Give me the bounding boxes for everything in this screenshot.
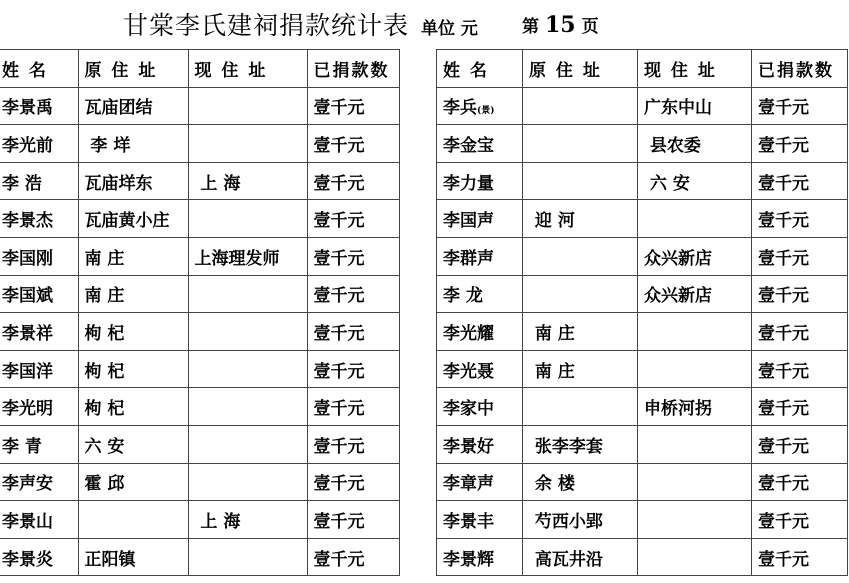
cell-current-address [188, 313, 307, 351]
cell-name [0, 313, 78, 351]
cell-original-address [78, 275, 188, 313]
cell-original-address [523, 350, 638, 388]
cell-original-address [523, 162, 638, 200]
cell-donated-amount-text: 壹千元 [313, 399, 365, 420]
cell-current-address [188, 538, 307, 576]
cell-name [0, 237, 78, 275]
cell-donated-amount [307, 87, 399, 125]
cell-original-address [523, 87, 638, 125]
cell-donated-amount [307, 237, 399, 275]
cell-original-address-text: 张李李套 [529, 436, 603, 457]
cell-donated-amount [752, 388, 848, 426]
cell-donated-amount-text: 壹千元 [758, 511, 809, 532]
cell-name-text: 李景杰 [2, 211, 53, 232]
cell-donated-amount [307, 125, 399, 163]
cell-donated-amount [307, 501, 399, 539]
cell-donated-amount [752, 501, 848, 539]
table-row [0, 313, 399, 351]
cell-name-text: 李景山 [2, 511, 53, 532]
cell-current-address [638, 313, 752, 351]
table-row [0, 425, 399, 463]
cell-current-address [638, 275, 752, 313]
page-number-label [522, 12, 599, 38]
table-row [437, 125, 848, 163]
cell-name-text: 李光聂 [443, 361, 494, 382]
cell-name-text: 李 龙 [443, 286, 483, 307]
cell-donated-amount-text: 壹千元 [758, 549, 809, 570]
cell-original-address-text: 南 庄 [529, 361, 575, 382]
cell-donated-amount [307, 313, 399, 351]
cell-name-text: 李 青 [2, 436, 42, 457]
header-name: 姓 名 [437, 50, 523, 88]
cell-donated-amount [307, 463, 399, 501]
cell-current-address [188, 87, 307, 125]
table-row [437, 350, 848, 388]
table-row [437, 275, 848, 313]
cell-donated-amount-text: 壹千元 [313, 436, 365, 457]
cell-current-address [638, 125, 752, 163]
table-row [0, 350, 399, 388]
cell-current-address [638, 237, 752, 275]
table-row [437, 87, 848, 125]
cell-original-address [523, 313, 638, 351]
header-name: 姓 名 [0, 50, 78, 88]
cell-current-address-text: 众兴新店 [644, 248, 712, 269]
cell-name-text: 李金宝 [443, 135, 494, 156]
table-row [437, 200, 848, 238]
cell-original-address-text: 南 庄 [84, 248, 125, 269]
cell-original-address-text: 瓦庙团结 [84, 98, 153, 119]
cell-name-text: 李家中 [443, 399, 494, 420]
cell-original-address-text: 六 安 [84, 436, 125, 457]
table-row [0, 501, 399, 539]
cell-name-text: 李景祥 [2, 323, 53, 344]
cell-donated-amount [752, 162, 848, 200]
table-row [0, 538, 399, 576]
cell-donated-amount-text: 壹千元 [313, 361, 365, 382]
cell-original-address [523, 501, 638, 539]
cell-current-address [638, 87, 752, 125]
cell-name [0, 388, 78, 426]
cell-name-annotation: (景) [477, 106, 495, 117]
cell-original-address [78, 87, 188, 125]
cell-original-address-text: 瓦庙黄小庄 [84, 211, 170, 232]
cell-current-address [188, 275, 307, 313]
cell-donated-amount-text: 壹千元 [313, 173, 365, 194]
cell-current-address [188, 425, 307, 463]
cell-name [0, 501, 78, 539]
cell-original-address [523, 125, 638, 163]
cell-original-address-text: 芍西小郢 [529, 511, 603, 532]
header-donated-amount: 已捐款数 [307, 50, 399, 88]
cell-current-address-text: 上 海 [194, 173, 241, 194]
cell-name [437, 350, 523, 388]
cell-original-address [78, 425, 188, 463]
cell-original-address-text: 瓦庙垟东 [84, 173, 153, 194]
cell-donated-amount-text: 壹千元 [313, 511, 365, 532]
cell-donated-amount [752, 463, 848, 501]
cell-original-address [523, 538, 638, 576]
cell-original-address-text: 高瓦井沿 [529, 549, 603, 570]
cell-current-address [638, 463, 752, 501]
cell-name-text: 李景禹 [2, 98, 53, 119]
cell-donated-amount-text: 壹千元 [313, 323, 365, 344]
cell-name [0, 538, 78, 576]
cell-donated-amount [307, 388, 399, 426]
cell-current-address-text: 六 安 [644, 173, 690, 194]
table-row [437, 463, 848, 501]
cell-donated-amount [307, 425, 399, 463]
cell-current-address-text: 众兴新店 [644, 286, 712, 307]
cell-current-address [188, 200, 307, 238]
table-row [0, 275, 399, 313]
cell-current-address [638, 425, 752, 463]
cell-current-address [188, 125, 307, 163]
cell-donated-amount-text: 壹千元 [758, 173, 809, 194]
cell-current-address [188, 388, 307, 426]
cell-original-address [78, 200, 188, 238]
header-original-address: 原 住 址 [523, 50, 638, 88]
table-row [437, 538, 848, 576]
cell-name [0, 425, 78, 463]
table-row [0, 388, 399, 426]
cell-current-address-text: 申桥河拐 [644, 399, 712, 420]
cell-original-address [78, 313, 188, 351]
table-row [437, 501, 848, 539]
cell-original-address [523, 200, 638, 238]
cell-original-address-text: 霍 邱 [84, 474, 125, 495]
cell-name-text: 李国洋 [2, 361, 53, 382]
donation-table-right [436, 49, 848, 576]
cell-name [437, 162, 523, 200]
cell-current-address [638, 200, 752, 238]
cell-current-address [638, 388, 752, 426]
cell-name [437, 463, 523, 501]
cell-donated-amount-text: 壹千元 [758, 286, 809, 307]
cell-name [0, 200, 78, 238]
cell-original-address-text: 余 楼 [529, 474, 575, 495]
cell-name-text: 李景好 [443, 436, 494, 457]
page-number: 15 [545, 12, 576, 38]
header-current-address: 现 住 址 [188, 50, 307, 88]
cell-original-address [523, 237, 638, 275]
cell-original-address-text: 迎 河 [529, 211, 575, 232]
cell-donated-amount [752, 538, 848, 576]
cell-name-text: 李景辉 [443, 549, 494, 570]
table-row [437, 313, 848, 351]
cell-name-text: 李景炎 [2, 549, 53, 570]
cell-current-address-text: 县农委 [644, 135, 701, 156]
cell-name [0, 463, 78, 501]
cell-current-address [638, 501, 752, 539]
cell-name [437, 125, 523, 163]
cell-original-address-text: 枸 杞 [84, 323, 125, 344]
cell-name-text: 李章声 [443, 474, 494, 495]
cell-name [0, 125, 78, 163]
cell-name-text: 李国刚 [2, 248, 53, 269]
cell-donated-amount-text: 壹千元 [758, 323, 809, 344]
cell-donated-amount-text: 壹千元 [758, 399, 809, 420]
cell-name-text: 李 浩 [2, 173, 42, 194]
cell-name [437, 87, 523, 125]
cell-name [437, 275, 523, 313]
cell-donated-amount [307, 275, 399, 313]
page-prefix: 第 [522, 17, 539, 37]
cell-name [437, 425, 523, 463]
cell-donated-amount [307, 162, 399, 200]
cell-original-address [78, 538, 188, 576]
cell-donated-amount [752, 313, 848, 351]
cell-original-address [78, 237, 188, 275]
cell-current-address [188, 350, 307, 388]
cell-donated-amount [307, 350, 399, 388]
cell-original-address-text: 枸 杞 [84, 361, 125, 382]
header-original-address: 原 住 址 [78, 50, 188, 88]
cell-donated-amount-text: 壹千元 [758, 135, 809, 156]
cell-name [0, 275, 78, 313]
cell-donated-amount [752, 425, 848, 463]
page-suffix: 页 [581, 17, 599, 37]
cell-current-address [188, 501, 307, 539]
cell-original-address [523, 275, 638, 313]
cell-name-text: 李力量 [443, 173, 494, 194]
cell-current-address [188, 162, 307, 200]
cell-name-text: 李国声 [443, 211, 494, 232]
cell-current-address [188, 463, 307, 501]
cell-donated-amount [752, 350, 848, 388]
cell-donated-amount [752, 237, 848, 275]
cell-donated-amount-text: 壹千元 [758, 436, 809, 457]
cell-original-address [523, 425, 638, 463]
cell-name-text: 李光耀 [443, 323, 494, 344]
cell-donated-amount-text: 壹千元 [758, 211, 809, 232]
cell-name-text: 李声安 [2, 474, 53, 495]
cell-donated-amount-text: 壹千元 [313, 98, 365, 119]
cell-donated-amount-text: 壹千元 [313, 286, 365, 307]
cell-current-address [638, 538, 752, 576]
cell-original-address [78, 388, 188, 426]
page-header [0, 6, 849, 44]
cell-donated-amount [752, 87, 848, 125]
cell-name [437, 200, 523, 238]
cell-donated-amount-text: 壹千元 [758, 361, 809, 382]
cell-name-text: 李景丰 [443, 511, 494, 532]
page-title: 甘棠李氏建祠捐款统计表 [123, 11, 410, 40]
cell-name [0, 87, 78, 125]
cell-original-address [78, 125, 188, 163]
cell-name [437, 501, 523, 539]
cell-name-text: 李国斌 [2, 286, 53, 307]
cell-current-address [638, 162, 752, 200]
cell-donated-amount-text: 壹千元 [313, 248, 365, 269]
cell-name [0, 162, 78, 200]
cell-name-text: 李群声 [443, 248, 494, 269]
cell-donated-amount-text: 壹千元 [758, 474, 809, 495]
cell-current-address-text: 上 海 [194, 511, 241, 532]
cell-original-address-text: 枸 杞 [84, 399, 125, 420]
cell-current-address-text: 广东中山 [644, 98, 712, 119]
table-row [0, 200, 399, 238]
cell-donated-amount-text: 壹千元 [758, 98, 809, 119]
cell-original-address [78, 501, 188, 539]
table-row [0, 125, 399, 163]
cell-original-address-text: 南 庄 [529, 323, 575, 344]
cell-original-address [78, 463, 188, 501]
table-header-row [437, 50, 848, 88]
cell-name [437, 237, 523, 275]
cell-donated-amount-text: 壹千元 [758, 248, 809, 269]
cell-current-address-text: 上海理发师 [194, 248, 280, 269]
cell-name [437, 388, 523, 426]
cell-original-address [78, 162, 188, 200]
cell-donated-amount-text: 壹千元 [313, 549, 365, 570]
table-row [0, 463, 399, 501]
unit-label: 单位 元 [421, 19, 478, 39]
cell-original-address [523, 463, 638, 501]
cell-original-address [78, 350, 188, 388]
table-row [0, 162, 399, 200]
table-row [437, 162, 848, 200]
cell-name [437, 538, 523, 576]
header-donated-amount: 已捐款数 [752, 50, 848, 88]
cell-name [0, 350, 78, 388]
table-row [437, 237, 848, 275]
cell-current-address [188, 237, 307, 275]
cell-donated-amount-text: 壹千元 [313, 135, 365, 156]
cell-donated-amount [307, 200, 399, 238]
header-current-address: 现 住 址 [638, 50, 752, 88]
cell-name [437, 313, 523, 351]
table-row [437, 425, 848, 463]
donation-table-left [0, 49, 400, 576]
cell-donated-amount [752, 200, 848, 238]
cell-donated-amount-text: 壹千元 [313, 474, 365, 495]
cell-donated-amount [307, 538, 399, 576]
cell-original-address [523, 388, 638, 426]
cell-name-text: 李兵 [443, 98, 477, 119]
cell-donated-amount-text: 壹千元 [313, 211, 365, 232]
cell-original-address-text: 正阳镇 [84, 549, 136, 570]
cell-original-address-text: 南 庄 [84, 286, 125, 307]
table-row [0, 237, 399, 275]
table-row [0, 87, 399, 125]
cell-original-address-text: 李 垟 [84, 135, 131, 156]
cell-name-text: 李光明 [2, 399, 53, 420]
cell-current-address [638, 350, 752, 388]
cell-donated-amount [752, 275, 848, 313]
table-row [437, 388, 848, 426]
table-header-row [0, 50, 399, 88]
cell-name-text: 李光前 [2, 135, 53, 156]
cell-donated-amount [752, 125, 848, 163]
